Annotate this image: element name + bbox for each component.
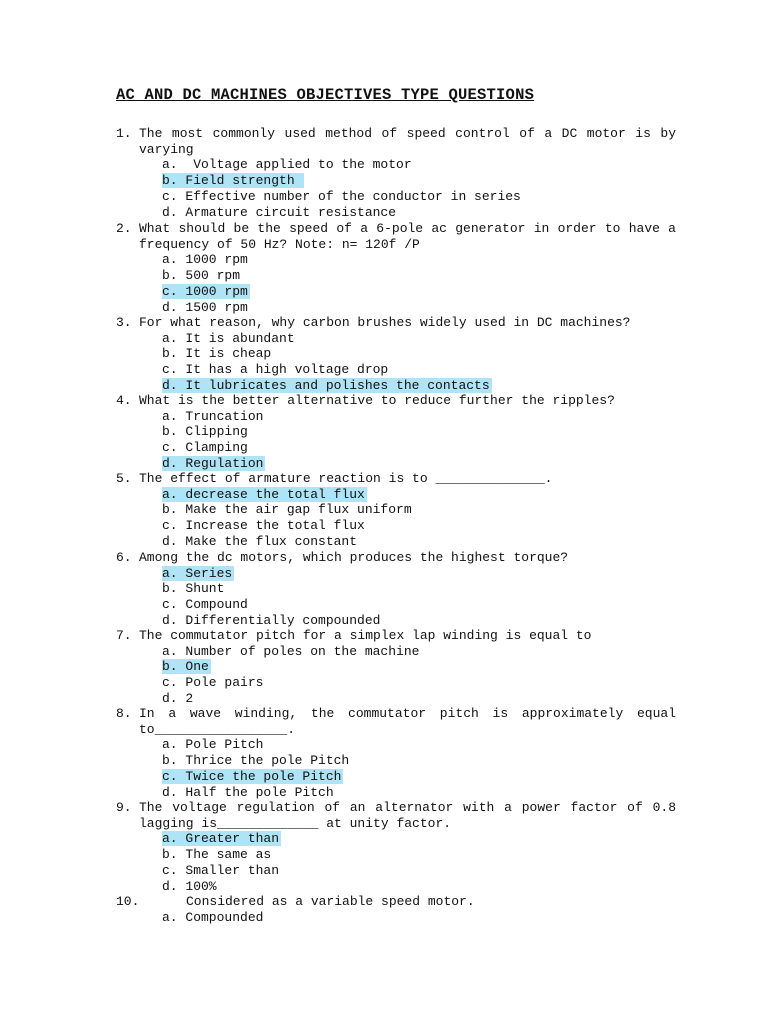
question-item [116,471,676,487]
question-item [116,315,676,331]
answer-option: b. Shunt [162,581,225,597]
answer-option: c. Compound [162,597,248,613]
answer-highlight: c. 1000 rpm [162,283,248,299]
answer-option: b. 500 rpm [162,268,241,284]
answer-option: a. Compounded [162,909,264,925]
question-text: What should be the speed of a 6-pole ac generator in order to have a frequency of 50 Hz? Note: n= 120f /P [139,221,676,252]
question-text: For what reason, why carbon brushes widely used in DC machines? [139,315,631,330]
answer-highlight: a. decrease the total flux [162,486,365,502]
answer-option: b. Make the air gap flux uniform [162,502,412,518]
answer-option-correct [162,456,265,472]
answer-option: a. 1000 rpm [162,252,248,268]
question-item [116,221,676,252]
question-text: The commutator pitch for a simplex lap winding is equal to [139,628,592,643]
answer-option: d. 100% [162,878,217,894]
answer-highlight: d. Regulation [162,455,264,471]
answer-option-correct [162,566,234,582]
answer-option-correct [162,284,250,300]
question-text: What is the better alternative to reduce further the ripples? [139,393,615,408]
answer-option: c. Effective number of the conductor in series [162,188,521,204]
answer-highlight: d. It lubricates and polishes the contacts [162,377,490,393]
answer-option-correct [162,769,343,785]
answer-option: a. Number of poles on the machine [162,643,420,659]
page-title: AC AND DC MACHINES OBJECTIVES TYPE QUESTIONS [116,86,535,104]
answer-highlight: a. Series [162,565,233,581]
question-text: Considered as a variable speed motor. [186,894,475,909]
question-number: 9. [116,800,132,815]
question-text: The most commonly used method of speed control of a DC motor is by varying [139,126,676,157]
answer-option: a. Pole Pitch [162,737,264,753]
answer-highlight: b. One [162,659,209,675]
answer-highlight: c. Twice the pole Pitch [162,768,342,784]
answer-option: d. Differentially compounded [162,612,381,628]
question-item [116,628,676,644]
answer-option: d. 1500 rpm [162,299,248,315]
answer-option: b. It is cheap [162,346,272,362]
question-number: 8. [116,706,132,721]
answer-option: b. Clipping [162,424,248,440]
answer-option: c. Smaller than [162,862,280,878]
question-number: 2. [116,221,132,236]
answer-option: c. Pole pairs [162,675,264,691]
question-number: 7. [116,628,132,643]
answer-option: d. Armature circuit resistance [162,204,397,220]
question-number: 3. [116,315,132,330]
question-item [116,550,676,566]
answer-option: c. It has a high voltage drop [162,362,389,378]
answer-option: d. Make the flux constant [162,533,358,549]
answer-option: d. Half the pole Pitch [162,784,334,800]
question-number: 6. [116,550,132,565]
question-number: 1. [116,126,132,141]
answer-highlight: b. Field strength [162,173,303,189]
answer-option-correct [162,487,367,503]
question-item [116,126,676,157]
answer-option: c. Clamping [162,440,248,456]
question-text: In a wave winding, the commutator pitch is approximately equal to_________________. [139,706,676,737]
answer-option-correct [162,378,492,394]
question-number: 10. [116,894,140,909]
answer-option: c. Increase the total flux [162,518,365,534]
answer-option: d. 2 [162,690,194,706]
answer-option: a. Voltage applied to the motor [162,157,412,173]
answer-option-correct [162,173,304,189]
answer-option-correct [162,659,211,675]
question-number: 5. [116,471,132,486]
question-item [116,800,676,831]
answer-option: a. It is abundant [162,330,295,346]
answer-option-correct [162,831,281,847]
question-text: The voltage regulation of an alternator with a power factor of 0.8 lagging is_____________ at unity factor. [139,800,676,831]
answer-highlight: a. Greater than [162,831,280,847]
answer-option: a. Truncation [162,408,264,424]
answer-option: b. Thrice the pole Pitch [162,753,350,769]
question-number: 4. [116,393,132,408]
question-text: Among the dc motors, which produces the highest torque? [139,550,569,565]
question-item [116,706,676,737]
question-text: The effect of armature reaction is to ______________. [139,471,553,486]
question-item [116,393,676,409]
answer-option: b. The same as [162,847,272,863]
